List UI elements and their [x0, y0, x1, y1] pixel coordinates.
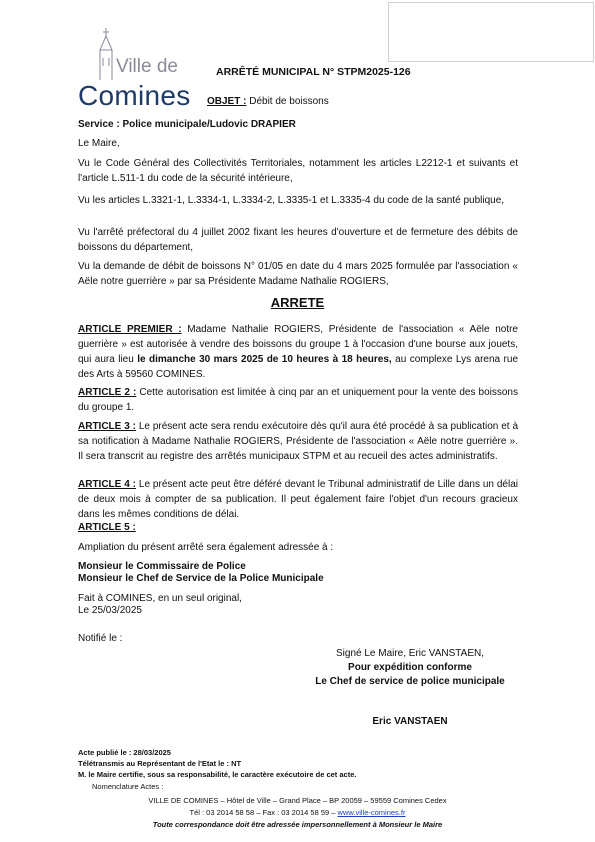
article-2-text: Cette autorisation est limitée à cinq par an et uniquement pour la vente des boissons du groupe 1. [78, 387, 518, 413]
footer-certified: M. le Maire certifie, sous sa responsabilité, le caractère exécutoire de cet acte. [78, 770, 357, 779]
signature-line-3: Le Chef de service de police municipale [315, 676, 505, 687]
article-1 [78, 322, 518, 382]
article-1-text2: au complexe Lys arena rue des Arts à 59560 COMINES. [78, 354, 519, 380]
article-1-text1: Madame Nathalie ROGIERS, Présidente de l'association « Aële notre guerrière » est autorisée à vendre des boissons du groupe 1 à l'occasion d'une bourse aux jouets, qui aura lieu [78, 324, 518, 365]
recipient-2: Monsieur le Chef de Service de la Police Municipale [78, 573, 324, 584]
vu-paragraph-3: Vu l'arrêté préfectoral du 4 juillet 2002 fixant les heures d'ouverture et de fermeture des débits de boissons du département, [78, 227, 518, 253]
objet-line [207, 96, 329, 107]
article-4-label: ARTICLE 4 : [78, 479, 137, 490]
signatory-name: Eric VANSTAEN [372, 716, 448, 727]
article-3 [78, 419, 518, 464]
church-icon [96, 28, 116, 80]
vu-paragraph-1: Vu le Code Général des Collectivités Territoriales, notamment les articles L2212-1 et suivants et l'article L.511-1 du code de la sécurité intérieure, [78, 158, 518, 184]
article-3-text: Le présent acte sera rendu exécutoire dès qu'il aura été procédé à sa publication et à sa notification à Madame Nathalie ROGIERS, Présidente de l'association « Aële notre guerrière ». Il sera transcrit au registre des arrêtés municipaux STPM et au recueil des actes administratifs. [78, 421, 519, 462]
footer-transmitted: Télétransmis au Représentant de l'Etat le : NT [78, 759, 242, 768]
article-3-label: ARTICLE 3 : [78, 421, 136, 432]
footer-published: Acte publié le : 28/03/2025 [78, 748, 171, 757]
footer-correspondence: Toute correspondance doit être adressée impersonnellement à Monsieur le Maire [152, 820, 443, 829]
article-1-date: le dimanche 30 mars 2025 de 10 heures à 18 heures, [137, 354, 392, 365]
ampliation: Ampliation du présent arrêté sera également adressée à : [78, 542, 334, 553]
service-line: Service : Police municipale/Ludovic DRAPIER [78, 119, 296, 130]
article-4-text: Le présent acte peut être déféré devant le Tribunal administratif de Lille dans un délai de deux mois à compter de sa publication. Il peut également faire l'objet d'un recours gracieux dans les mêmes conditions de délai. [78, 479, 518, 520]
article-2 [78, 385, 518, 415]
objet-label: OBJET : [207, 96, 247, 107]
signature-line-2: Pour expédition conforme [348, 662, 472, 673]
document-title: ARRÊTÉ MUNICIPAL N° STPM2025-126 [216, 66, 411, 78]
fait-line-1: Fait à COMINES, en un seul original, [78, 593, 242, 604]
recipient-1: Monsieur le Commissaire de Police [78, 561, 246, 572]
footer-tel: Tél : 03 2014 58 58 – Fax : 03 2014 58 59 – [189, 808, 338, 817]
article-1-label: ARTICLE PREMIER : [78, 324, 182, 335]
article-2-label: ARTICLE 2 : [78, 387, 137, 398]
footer-address: VILLE DE COMINES – Hôtel de Ville – Grand Place – BP 20059 – 59559 Comines Cedex [148, 796, 447, 805]
le-maire: Le Maire, [78, 138, 120, 149]
city-logo [78, 28, 198, 110]
arrete-heading: ARRETE [270, 295, 325, 310]
article-5-label: ARTICLE 5 : [78, 522, 136, 533]
logo-line2: Comines [78, 80, 191, 111]
website-link[interactable]: www.ville-comines.fr [337, 808, 406, 817]
footer-nomenclature: Nomenclature Actes : [92, 782, 164, 791]
logo-line1: Ville de [116, 56, 178, 77]
signature-line-1: Signé Le Maire, Eric VANSTAEN, [335, 648, 484, 659]
vu-paragraph-2: Vu les articles L.3321-1, L.3334-1, L.3334-2, L.3335-1 et L.3335-4 du code de la santé publique, [78, 195, 505, 206]
stamp-box [388, 2, 594, 62]
fait-line-2: Le 25/03/2025 [78, 605, 142, 616]
article-4 [78, 477, 518, 522]
article-5 [78, 520, 518, 535]
objet-text: Débit de boissons [246, 96, 329, 107]
footer-contact [0, 808, 595, 818]
notifie-le: Notifié le : [78, 633, 123, 644]
vu-paragraph-4: Vu la demande de débit de boissons N° 01/05 en date du 4 mars 2025 formulée par l'association « Aële notre guerrière » par sa Présidente Madame Nathalie ROGIERS, [78, 261, 518, 287]
